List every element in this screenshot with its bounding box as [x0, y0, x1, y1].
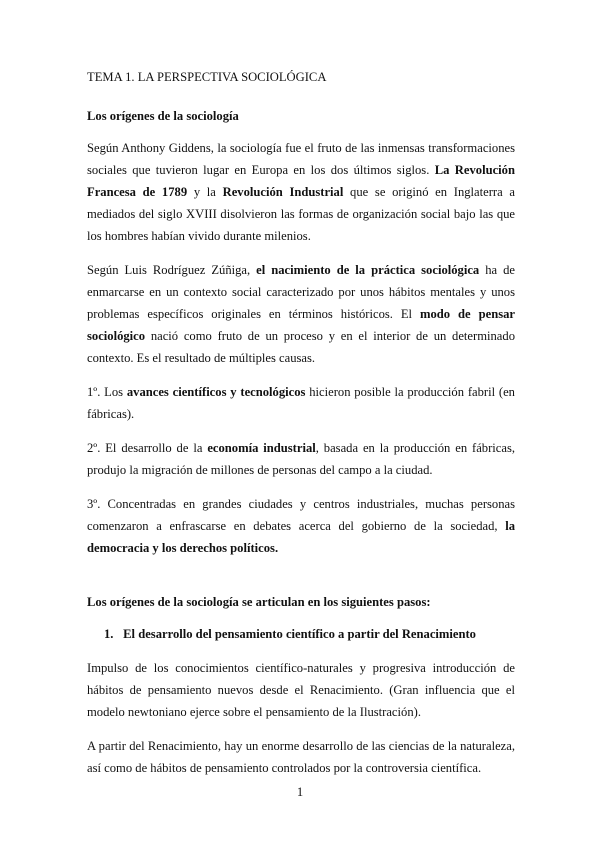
list-number: 1. [104, 627, 114, 641]
paragraph-renaissance-impulse: Impulso de los conocimientos científico-naturales y progresiva introducción de hábitos de pensamiento nuevos desde el Renacimiento. (Gran influencia que el modelo newtoniano ejerce sobre el pensamiento de la Ilustración). [87, 661, 515, 719]
bold-term-industrial-economy: economía industrial [207, 441, 316, 455]
paragraph-cause-3 [87, 493, 515, 559]
bold-term-sociological-thinking: modo de pensar sociológico [87, 307, 515, 343]
paragraph-text: nació como fruto de un proceso y en el interior de un determinado contexto. Es el resultado de múltiples causas. [87, 329, 515, 365]
paragraph-text: Según Anthony Giddens, la sociología fue el fruto de las inmensas transformaciones sociales que tuvieron lugar en Europa en los dos últimos siglos. [87, 141, 515, 177]
paragraph-text: 3º. Concentradas en grandes ciudades y centros industriales, muchas personas comenzaron a enfrascarse en debates acerca del gobierno de la sociedad, [87, 497, 515, 533]
paragraph-text: hicieron posible la producción fabril (en fábricas). [87, 385, 515, 421]
paragraph-text: que se originó en Inglaterra a mediados del siglo XVIII disolvieron las formas de organización social bajo las que los hombres habían vivido durante milenios. [87, 185, 515, 243]
paragraph-text: 2º. El desarrollo de la [87, 441, 208, 455]
paragraph-text: , basada en la producción en fábricas, produjo la migración de millones de personas del campo a la ciudad. [87, 441, 516, 477]
section-heading-origins: Los orígenes de la sociología [87, 109, 239, 123]
paragraph-cause-2 [87, 437, 515, 481]
paragraph-text: y la [187, 185, 223, 199]
paragraph-rodriguez [87, 259, 515, 369]
bold-term-industrial-revolution: Revolución Industrial [222, 185, 344, 199]
page-content [87, 66, 515, 791]
page-number: 1 [296, 785, 304, 799]
paragraph-text: Según Luis Rodríguez Zúñiga, [87, 263, 257, 277]
document-title: TEMA 1. LA PERSPECTIVA SOCIOLÓGICA [87, 70, 327, 84]
section-heading-steps: Los orígenes de la sociología se articulan en los siguientes pasos: [87, 595, 431, 609]
bold-term-birth-of-practice: el nacimiento de la práctica sociológica [256, 263, 480, 277]
numbered-heading-label: El desarrollo del pensamiento científico a partir del Renacimiento [123, 627, 476, 641]
paragraph-giddens [87, 137, 515, 247]
bold-term-french-revolution: La Revolución Francesa de 1789 [87, 163, 515, 199]
bold-term-scientific-advances: avances científicos y tecnológicos [126, 385, 306, 399]
paragraph-renaissance-sciences: A partir del Renacimiento, hay un enorme desarrollo de las ciencias de la naturaleza, así como de hábitos de pensamiento controlados por la controversia científica. [87, 739, 515, 775]
paragraph-cause-1 [87, 381, 515, 425]
paragraph-text: 1º. Los [87, 385, 127, 399]
bold-term-democracy: la democracia y los derechos políticos. [87, 519, 515, 555]
numbered-heading-renaissance [87, 623, 515, 645]
paragraph-text: ha de enmarcarse en un contexto social caracterizado por unos hábitos mentales y unos problemas específicos originales en términos históricos. El [87, 263, 515, 321]
